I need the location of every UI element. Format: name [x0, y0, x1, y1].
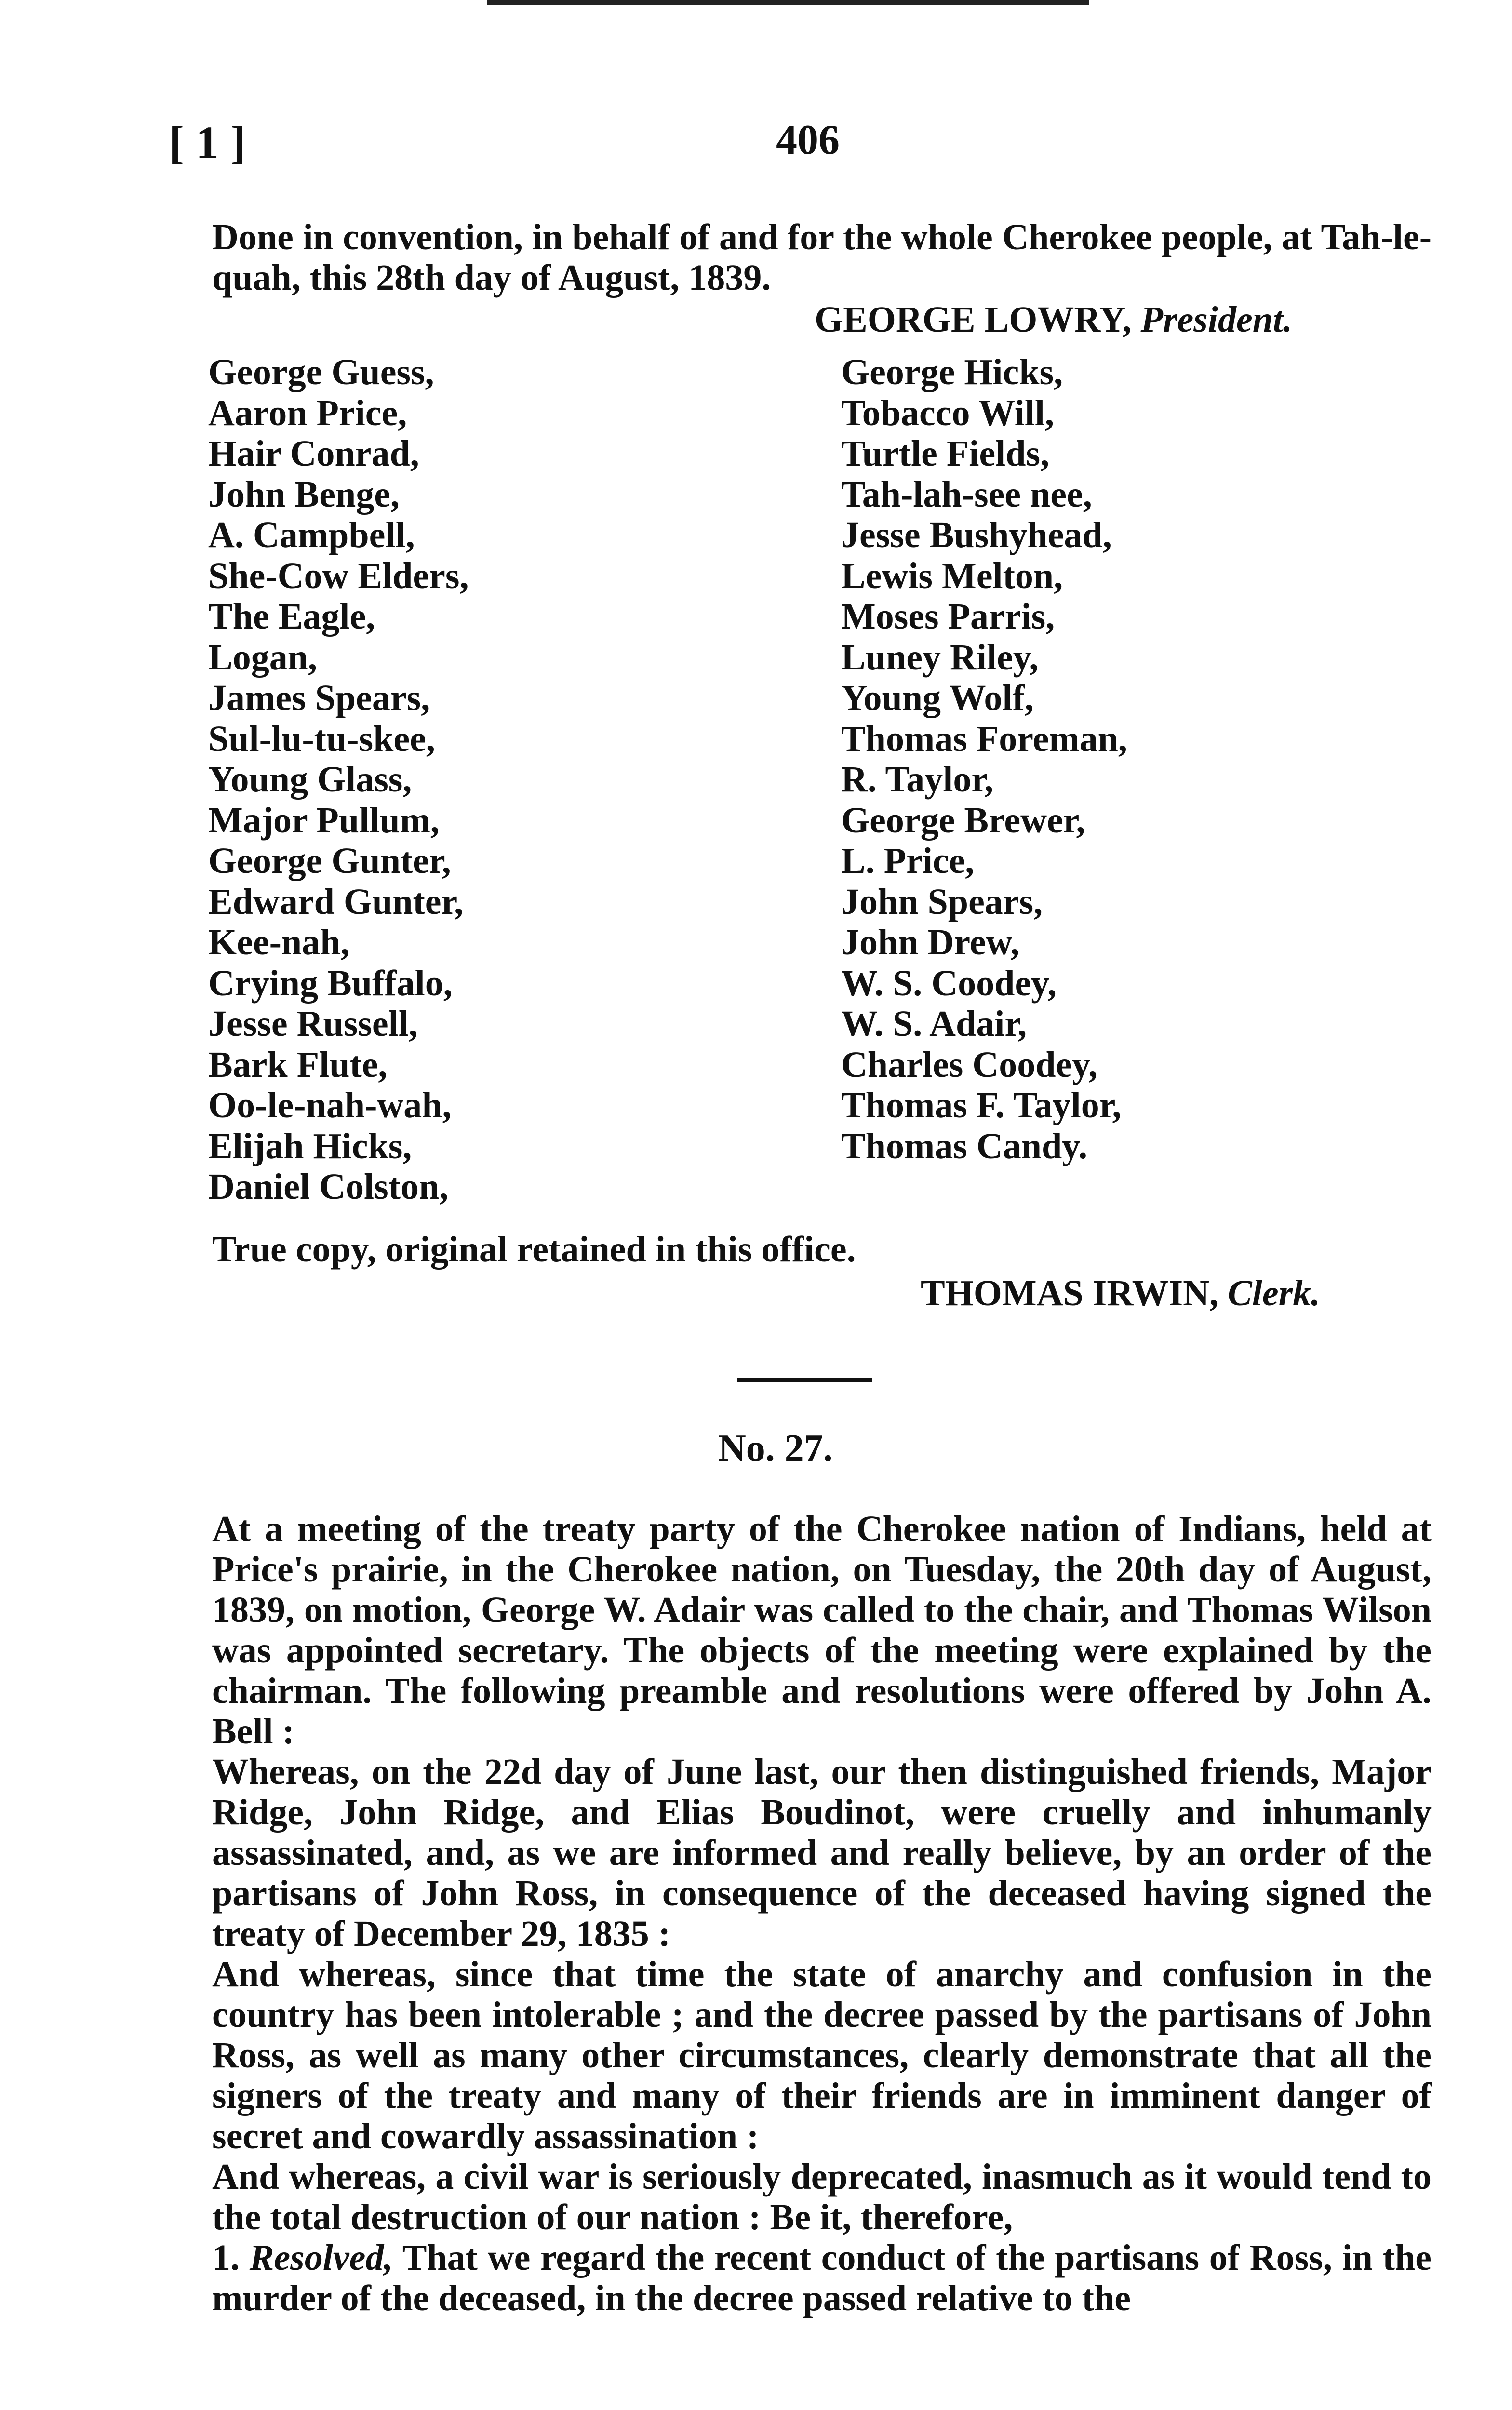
signatory: Edward Gunter, [208, 881, 464, 922]
signatory: Logan, [208, 637, 317, 678]
signatory: Oo-le-nah-wah, [208, 1085, 452, 1125]
signatory: Young Glass, [208, 759, 412, 800]
paragraph-meeting: At a meeting of the treaty party of the Cherokee nation of Indians, held at Price's prairie, in the Cherokee nation, on Tuesday, the 20th day of August, 1839, on motion, George W. Adair was called to the chair, and Thomas Wilson was appointed secretary. The objects of the meeting were explained by the chairman. The following preamble and resolutions were offered by John A. Bell : [212, 1509, 1432, 1752]
signatories-left-column [208, 352, 468, 1207]
signatory: George Brewer, [841, 800, 1085, 841]
signatory: Jesse Bushyhead, [841, 515, 1112, 555]
signatory: John Benge, [208, 474, 400, 515]
signatory: Jesse Russell, [208, 1004, 418, 1044]
signatory: Thomas Foreman, [841, 718, 1127, 759]
signatory: Major Pullum, [208, 800, 440, 841]
president-name: GEORGE LOWRY, [815, 299, 1132, 340]
resolution-number: 1. [212, 2237, 240, 2278]
signatory: Kee-nah, [208, 922, 350, 963]
signatory: Moses Parris, [841, 596, 1055, 637]
signatory: W. S. Adair, [841, 1004, 1027, 1044]
folio-marker: [ 1 ] [169, 117, 246, 168]
signatory: Young Wolf, [841, 678, 1034, 718]
paragraph-whereas-civil-war: And whereas, a civil war is seriously deprecated, inasmuch as it would tend to the total destruction of our nation : Be it, therefore, [212, 2156, 1432, 2237]
page-header [169, 116, 1432, 178]
signatory: John Spears, [841, 881, 1043, 922]
signatory: Aaron Price, [208, 392, 407, 433]
signatory: Daniel Colston, [208, 1166, 449, 1207]
signatory: Sul-lu-tu-skee, [208, 718, 435, 759]
signatory: R. Taylor, [841, 759, 994, 800]
clerk-role: Clerk. [1228, 1273, 1321, 1313]
section-divider [737, 1378, 872, 1382]
clerk-signature [921, 1272, 1320, 1314]
clerk-name: THOMAS IRWIN, [921, 1273, 1219, 1313]
signatory: The Eagle, [208, 596, 375, 637]
signatory: George Guess, [208, 352, 434, 392]
signatory: Hair Conrad, [208, 433, 419, 474]
signatory: W. S. Coodey, [841, 963, 1057, 1004]
convention-statement: Done in convention, in behalf of and for the whole Cherokee people, at Tah-le-quah, this 28th day of August, 1839. [212, 217, 1432, 298]
signatory: Turtle Fields, [841, 433, 1050, 474]
resolved-label: Resolved, [249, 2237, 393, 2278]
page-number: 406 [776, 117, 840, 163]
resolution-text: That we regard the recent conduct of the partisans of Ross, in the murder of the deceased, in the decree passed relative to the [212, 2237, 1432, 2318]
signatory: Lewis Melton, [841, 555, 1063, 596]
signatory: James Spears, [208, 678, 430, 718]
paragraph-whereas-anarchy: And whereas, since that time the state of anarchy and confusion in the country has been intolerable ; and the decree passed by the partisans of John Ross, as well as many other circumstances, clearly demonstrate that all the signers of the treaty and many of their friends are in imminent danger of secret and cowardly assassination : [212, 1954, 1432, 2156]
signatory: Crying Buffalo, [208, 963, 453, 1004]
scan-edge-top [487, 0, 1089, 5]
paragraph-whereas-assassination: Whereas, on the 22d day of June last, our then distinguished friends, Major Ridge, John Ridge, and Elias Boudinot, were cruelly and inhumanly assassinated, and, as we are informed and really believe, by an order of the partisans of John Ross, in consequence of the deceased having signed the treaty of December 29, 1835 : [212, 1752, 1432, 1954]
signatory: Charles Coodey, [841, 1044, 1097, 1085]
signatory: Luney Riley, [841, 637, 1039, 678]
attestation-text: True copy, original retained in this office. [212, 1229, 856, 1270]
signatory: Elijah Hicks, [208, 1125, 412, 1166]
signatory: George Gunter, [208, 841, 451, 881]
signatory: Bark Flute, [208, 1044, 388, 1085]
paragraph-resolution-1 [212, 2237, 1432, 2318]
signatories-right-column [841, 352, 1127, 1166]
signatory: She-Cow Elders, [208, 555, 469, 596]
signatory: A. Campbell, [208, 515, 415, 555]
signatory: Tah-lah-see nee, [841, 474, 1092, 515]
signatory: Thomas Candy. [841, 1125, 1088, 1166]
signatory: Tobacco Will, [841, 392, 1055, 433]
signatory: John Drew, [841, 922, 1020, 963]
signatory: George Hicks, [841, 352, 1063, 392]
section-title: No. 27. [718, 1427, 833, 1470]
signatory: L. Price, [841, 841, 975, 881]
president-role: President. [1140, 299, 1293, 340]
signatory: Thomas F. Taylor, [841, 1085, 1122, 1125]
president-signature [815, 299, 1292, 341]
body-text [212, 1509, 1432, 2318]
